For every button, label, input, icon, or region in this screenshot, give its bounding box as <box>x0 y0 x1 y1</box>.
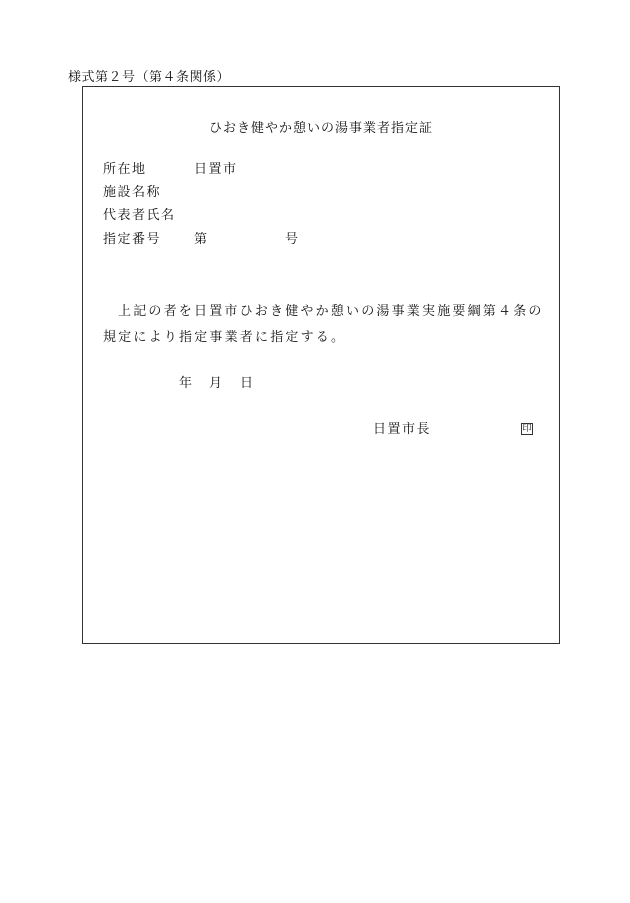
location-label: 所在地 <box>103 162 147 177</box>
body-text: 上記の者を日置市ひおき健やか憩いの湯事業実施要綱第４条の規定により指定事業者に指定する。 <box>103 304 544 345</box>
designation-prefix: 第 <box>194 232 209 247</box>
designation-suffix: 号 <box>285 232 300 247</box>
designation-row <box>103 230 403 250</box>
designation-label: 指定番号 <box>103 232 162 247</box>
date-month: 月 <box>209 376 223 391</box>
facility-row <box>103 183 403 203</box>
seal-mark: 印 <box>522 424 532 434</box>
certificate-title: ひおき健やか憩いの湯事業者指定証 <box>208 121 433 136</box>
issuer-name: 日置市長 <box>373 422 432 437</box>
certificate-box <box>82 86 560 644</box>
date-year: 年 <box>179 376 193 391</box>
representative-label: 代表者氏名 <box>103 208 176 223</box>
facility-label: 施設名称 <box>103 185 162 200</box>
form-number: 様式第２号（第４条関係） <box>68 70 231 85</box>
date-day: 日 <box>240 376 254 391</box>
location-row <box>103 160 403 180</box>
representative-row <box>103 206 403 226</box>
location-value: 日置市 <box>194 162 238 177</box>
